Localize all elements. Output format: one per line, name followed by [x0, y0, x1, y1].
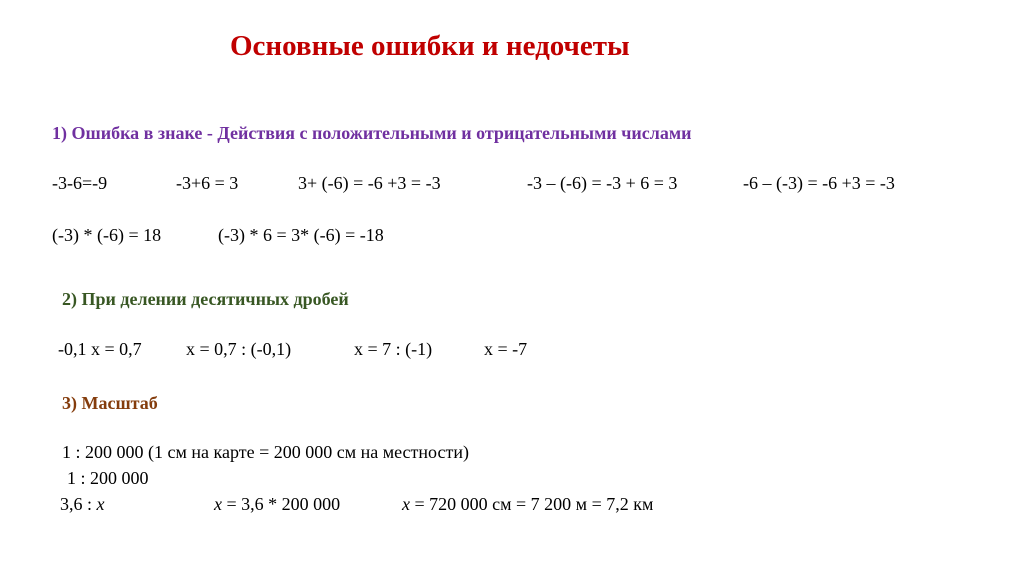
expression: 3+ (-6) = -6 +3 = -3: [298, 173, 441, 193]
section-3-heading: 3) Масштаб: [62, 393, 158, 413]
section-2-row: [0, 339, 1024, 363]
expression: 3,6 : х: [60, 494, 105, 514]
scale-line-3: [0, 494, 1024, 518]
section-1-row-1: [0, 173, 1024, 197]
expression: -3+6 = 3: [176, 173, 239, 193]
slide-title: Основные ошибки и недочеты: [230, 30, 630, 62]
section-1-heading: 1) Ошибка в знаке - Действия с положительными и отрицательными числами: [52, 123, 692, 143]
expression: х = 3,6 * 200 000: [214, 494, 341, 514]
expression: х = 7 : (-1): [354, 339, 433, 359]
section-1-row-2: [0, 225, 1024, 249]
expression: -3-6=-9: [52, 173, 108, 193]
expression: (-3) * 6 = 3* (-6) = -18: [218, 225, 384, 245]
expression: х = 0,7 : (-0,1): [186, 339, 292, 359]
expression: -0,1 х = 0,7: [58, 339, 142, 359]
expression: х = 720 000 см = 7 200 м = 7,2 км: [402, 494, 654, 514]
expression: (-3) * (-6) = 18: [52, 225, 162, 245]
expression: х = -7: [484, 339, 528, 359]
expression: -6 – (-3) = -6 +3 = -3: [743, 173, 895, 193]
scale-line-1: 1 : 200 000 (1 см на карте = 200 000 см на местности): [62, 442, 469, 462]
expression: -3 – (-6) = -3 + 6 = 3: [527, 173, 678, 193]
section-2-heading: 2) При делении десятичных дробей: [62, 289, 349, 309]
scale-line-2: 1 : 200 000: [67, 468, 149, 488]
